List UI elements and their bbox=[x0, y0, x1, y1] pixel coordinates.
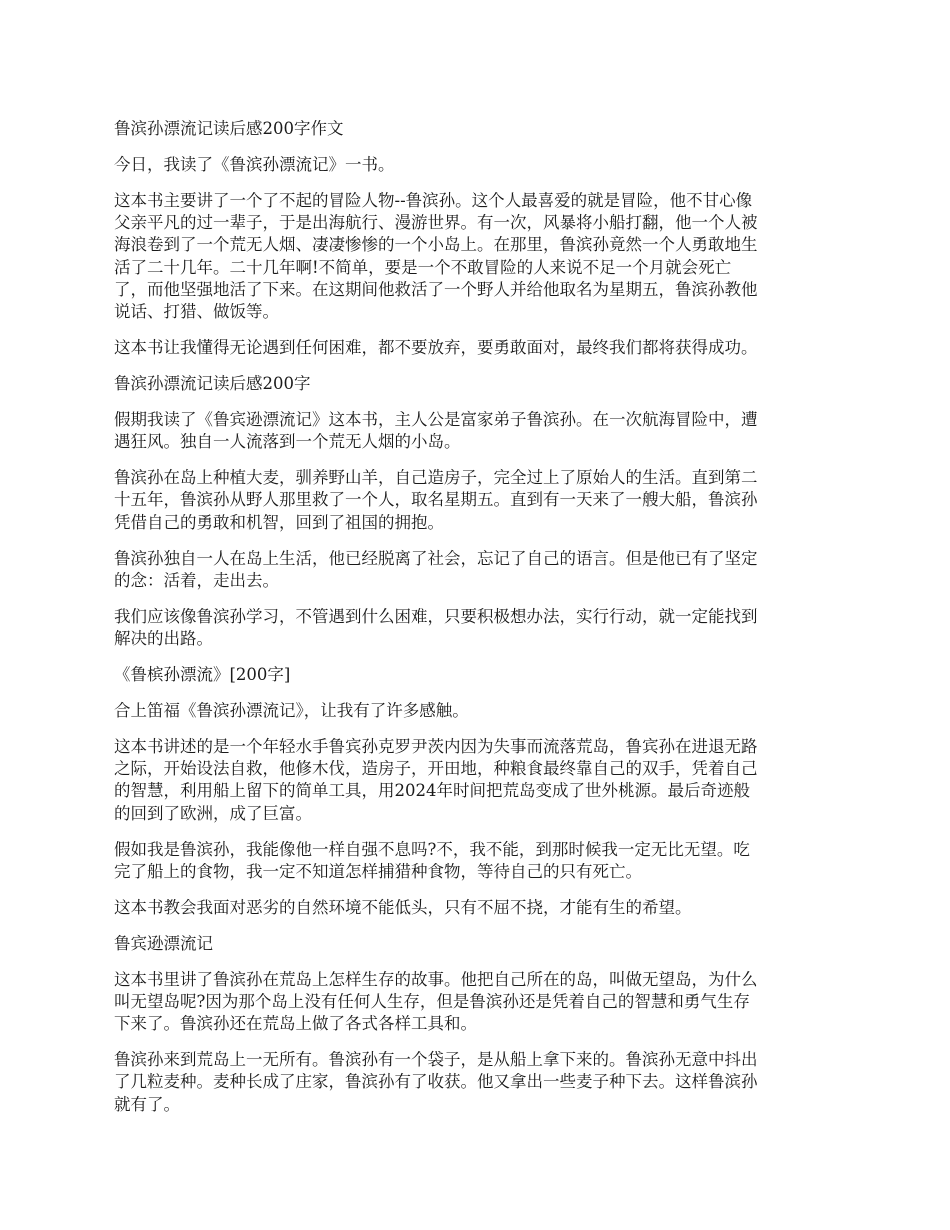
document-title: 鲁滨孙漂流记读后感200字作文 bbox=[114, 119, 344, 138]
paragraph: 鲁滨孙来到荒岛上一无所有。鲁滨孙有一个袋子，是从船上拿下来的。鲁滨孙无意中抖出 了几粒麦种。麦种长成了庄家，鲁滨孙有了收获。他又拿出一些麦子种下去。这样鲁滨孙 就有了。 bbox=[114, 1050, 758, 1114]
paragraph: 合上笛福《鲁滨孙漂流记》，让我有了许多感触。 bbox=[114, 700, 469, 720]
paragraph: 我们应该像鲁滨孙学习，不管遇到什么困难，只要积极想办法，实行行动，就一定能找到 解决的出路。 bbox=[114, 606, 758, 649]
paragraph: 假期我读了《鲁宾逊漂流记》这本书，主人公是富家弟子鲁滨孙。在一次航海冒险中，遭 遇狂风。独自一人流落到一个荒无人烟的小岛。 bbox=[114, 409, 758, 452]
paragraph: 这本书讲述的是一个年轻水手鲁宾孙克罗尹茨内因为失事而流落荒岛，鲁宾孙在进退无路 之际，开始设法自救，他修木伐，造房子，开田地，种粮食最终靠自己的双手，凭着自己 的智慧，利用船上留下的简单工具，用2024年时间把荒岛变成了世外桃源。最后奇迹般 的回到了欧洲，成了巨富。 bbox=[114, 736, 758, 823]
paragraph: 这本书教会我面对恶劣的自然环境不能低头，只有不屈不挠，才能有生的希望。 bbox=[114, 897, 692, 917]
paragraph: 这本书让我懂得无论遇到任何困难，都不要放弃，要勇敢面对，最终我们都将获得成功。 bbox=[114, 338, 758, 358]
paragraph: 鲁滨孙独自一人在岛上生活，他已经脱离了社会，忘记了自己的语言。但是他已有了坚定 的念：活着，走出去。 bbox=[114, 548, 758, 590]
paragraph: 这本书主要讲了一个了不起的冒险人物--鲁滨孙。这个人最喜爱的就是冒险，他不甘心像 父亲平凡的过一辈子，于是出海航行、漫游世界。有一次，风暴将小船打翻，他一个人被 海浪卷到了一个荒无人烟、凄凄惨惨的一个小岛上。在那里，鲁滨孙竟然一个人勇敢地生 活了二十几年。二十几年啊!不简单，要是一个不敢冒险的人来说不足一个月就会死亡 了，而他坚强地活了下来。在这期间他救活了一个野人并给他取名为星期五，鲁滨孙教他 说话、打猎、做饭等。 bbox=[114, 190, 758, 322]
paragraph: 鲁滨孙在岛上种植大麦，驯养野山羊，自己造房子，完全过上了原始人的生活。直到第二 十五年，鲁滨孙从野人那里救了一个人，取名星期五。直到有一天来了一艘大船，鲁滨孙 凭借自己的勇敢和机智，回到了祖国的拥抱。 bbox=[114, 468, 758, 532]
document-page bbox=[114, 118, 842, 1129]
paragraph: 今日，我读了《鲁滨孙漂流记》一书。 bbox=[114, 154, 395, 174]
paragraph: 假如我是鲁滨孙，我能像他一样自强不息吗?不，我不能，到那时候我一定无比无望。吃 完了船上的食物，我一定不知道怎样捕猎种食物，等待自己的只有死亡。 bbox=[114, 839, 750, 881]
paragraph: 这本书里讲了鲁滨孙在荒岛上怎样生存的故事。他把自己所在的岛，叫做无望岛，为什么 叫无望岛呢?因为那个岛上没有任何人生存，但是鲁滨孙还是凭着自己的智慧和勇气生存 下来了。鲁滨孙还在荒岛上做了各式各样工具和。 bbox=[114, 969, 758, 1034]
section-heading: 鲁滨孙漂流记读后感200字 bbox=[114, 374, 311, 394]
section-heading: 鲁宾逊漂流记 bbox=[114, 933, 213, 953]
section-heading: 《鲁槟孙漂流》[200字] bbox=[114, 664, 291, 684]
